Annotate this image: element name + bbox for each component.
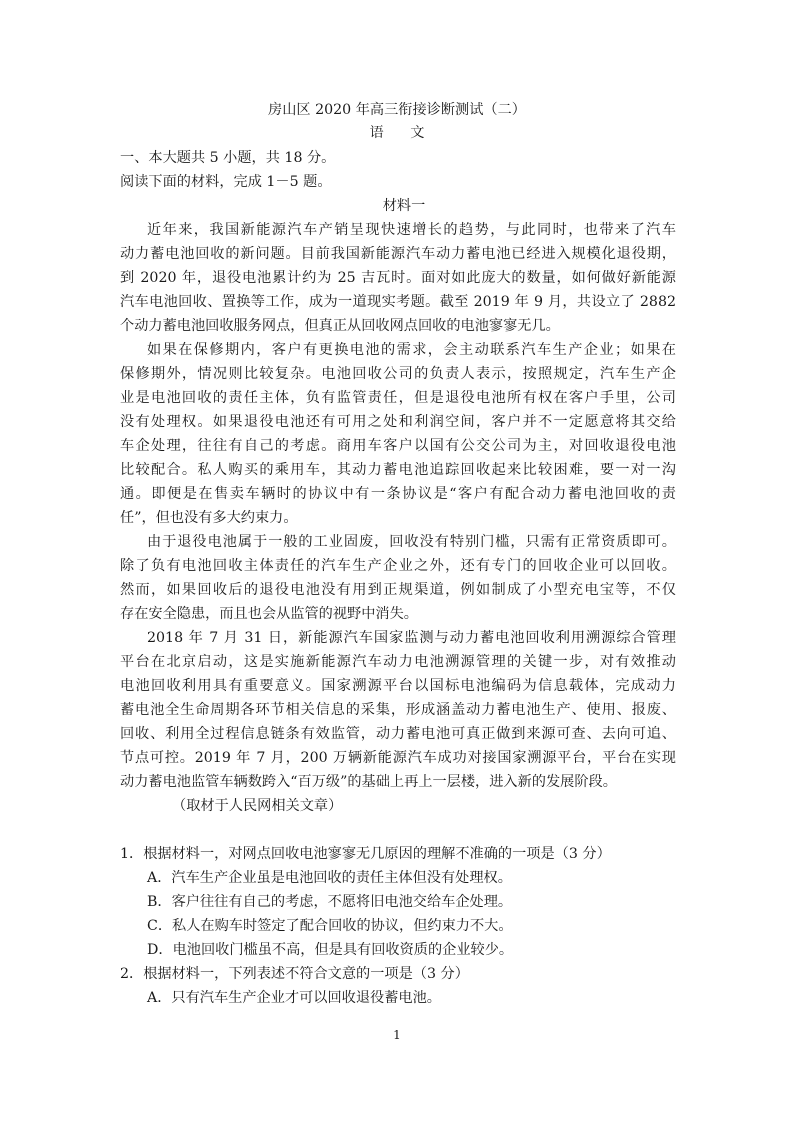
paragraph-line: 节点可控。2019 年 7 月，200 万辆新能源汽车成功对接国家溯源平台，平台在实现 xyxy=(120,750,676,766)
paragraph-line: 保修期外，情况则比较复杂。电池回收公司的负责人表示，按照规定，汽车生产企 xyxy=(120,366,676,382)
material-title: 材料一 xyxy=(382,198,426,214)
paragraph-line: 如果在保修期内，客户有更换电池的需求，会主动联系汽车生产企业；如果在 xyxy=(147,342,676,358)
question-stem-1: 1．根据材料一，对网点回收电池寥寥无几原因的理解不准确的一项是（3 分） xyxy=(120,846,611,862)
paragraph-line: 任”，但也没有多大约束力。 xyxy=(120,510,298,526)
paragraph-line: 近年来，我国新能源汽车产销呈现快速增长的趋势，与此同时，也带来了汽车 xyxy=(147,222,676,238)
option-1d: D．电池回收门槛虽不高，但是具有回收资质的企业较少。 xyxy=(147,942,514,958)
subject-title: 语 文 xyxy=(369,125,425,141)
source-citation: （取材于人民网相关文章） xyxy=(172,798,343,814)
instruction-text: 阅读下面的材料，完成 1－5 题。 xyxy=(120,174,332,190)
paragraph-line: 除了负有电池回收主体责任的汽车生产企业之外，还有专门的回收企业可以回收。 xyxy=(120,558,676,574)
paragraph-line: 平台在北京启动，这是实施新能源汽车动力电池溯源管理的关键一步，对有效推动 xyxy=(120,654,676,670)
option-1a: A．汽车生产企业虽是电池回收的责任主体但没有处理权。 xyxy=(147,870,512,886)
question-stem-2: 2．根据材料一，下列表述不符合文意的一项是（3 分） xyxy=(120,966,469,982)
paragraph-line: 到 2020 年，退役电池累计约为 25 吉瓦时。面对如此庞大的数量，如何做好新能源 xyxy=(120,270,676,286)
paragraph-line: 比较配合。私人购买的乘用车，其动力蓄电池追踪回收起来比较困难，要一对一沟 xyxy=(120,462,676,478)
section-heading: 一、本大题共 5 小题，共 18 分。 xyxy=(120,150,336,166)
paragraph-line: 个动力蓄电池回收服务网点，但真正从回收网点回收的电池寥寥无几。 xyxy=(120,318,560,334)
paragraph-line: 没有处理权。如果退役电池还有可用之处和利润空间，客户并不一定愿意将其交给 xyxy=(120,414,676,430)
paragraph-line: 然而，如果回收后的退役电池没有用到正规渠道，例如制成了小型充电宝等，不仅 xyxy=(120,582,676,598)
paragraph-line: 汽车电池回收、置换等工作，成为一道现实考题。截至 2019 年 9 月，共设立了 2882 xyxy=(120,294,676,310)
paragraph-line: 业是电池回收的责任主体，负有监管责任，但是退役电池所有权在客户手里，公司 xyxy=(120,390,676,406)
paragraph-line: 通。即便是在售卖车辆时的协议中有一条协议是“客户有配合动力蓄电池回收的责 xyxy=(120,486,676,502)
paragraph-line: 2018 年 7 月 31 日，新能源汽车国家监测与动力蓄电池回收利用溯源综合管理 xyxy=(147,630,676,646)
paragraph-line: 车企处理，往往有自己的考虑。商用车客户以国有公交公司为主，对回收退役电池 xyxy=(120,438,676,454)
paragraph-line: 由于退役电池属于一般的工业固废，回收没有特别门槛，只需有正常资质即可。 xyxy=(147,534,676,550)
paragraph-line: 电池回收利用具有重要意义。国家溯源平台以国标电池编码为信息载体，完成动力 xyxy=(120,678,676,694)
paragraph-line: 动力蓄电池回收的新问题。目前我国新能源汽车动力蓄电池已经进入规模化退役期， xyxy=(120,246,676,262)
option-2a: A．只有汽车生产企业才可以回收退役蓄电池。 xyxy=(147,990,441,1006)
option-1c: C．私人在购车时签定了配合回收的协议，但约束力不大。 xyxy=(147,918,513,934)
paragraph-line: 动力蓄电池监管车辆数跨入“百万级”的基础上再上一层楼，进入新的发展阶段。 xyxy=(120,774,617,790)
paragraph-line: 回收、利用全过程信息链条有效监管，动力蓄电池可真正做到来源可查、去向可追、 xyxy=(120,726,676,742)
exam-title: 房山区 2020 年高三衔接诊断测试（二） xyxy=(268,102,526,118)
page-number: 1 xyxy=(393,1028,401,1042)
paragraph-line: 蓄电池全生命周期各环节相关信息的采集，形成涵盖动力蓄电池生产、使用、报废、 xyxy=(120,702,676,718)
option-1b: B．客户往往有自己的考虑，不愿将旧电池交给车企处理。 xyxy=(147,894,513,910)
paragraph-line: 存在安全隐患，而且也会从监管的视野中消失。 xyxy=(120,606,418,622)
